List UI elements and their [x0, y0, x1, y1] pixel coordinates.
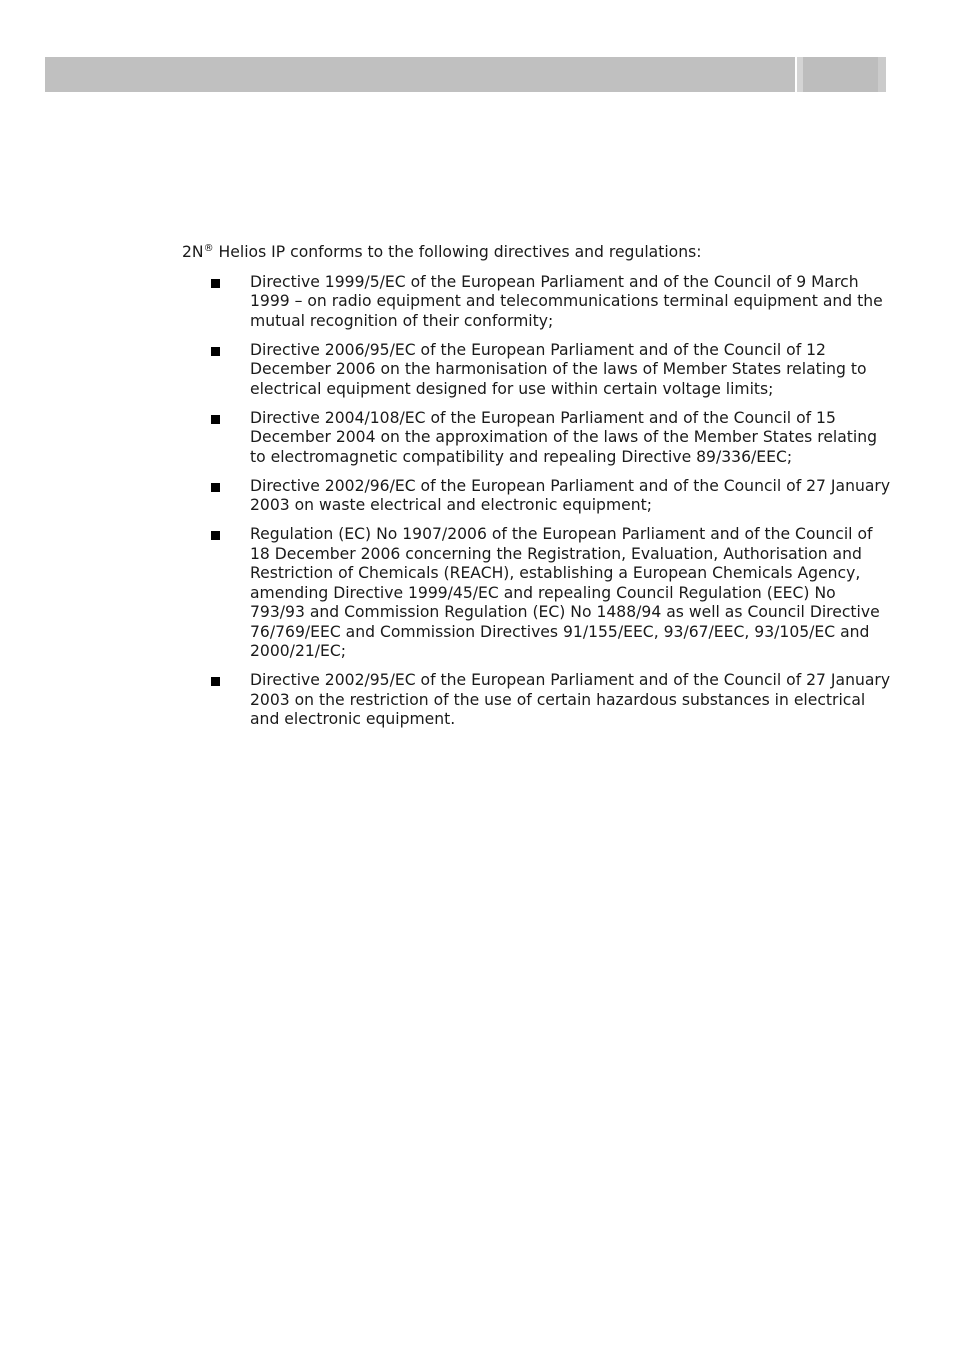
square-bullet-icon: [211, 415, 220, 424]
list-item: [182, 341, 892, 400]
list-item-text: Directive 1999/5/EC of the European Parliament and of the Council of 9 March 1999 – on radio equipment and telecommunications terminal equipment and the mutual recognition of their conformity;: [250, 272, 883, 330]
list-item-text: Regulation (EC) No 1907/2006 of the European Parliament and of the Council of 18 December 2006 concerning the Registration, Evaluation, Authorisation and Restriction of Chemicals (REACH), establishing a European Chemicals Agency, amending Directive 1999/45/EC and repealing Council Regulation (EEC) No 793/93 and Commission Regulation (EC) No 1488/94 as well as Council Directive 76/769/EEC and Commission Directives 91/155/EEC, 93/67/EEC, 93/105/EC and 2000/21/EC;: [250, 525, 880, 660]
intro-paragraph: [182, 243, 892, 263]
registered-mark: ®: [203, 243, 214, 254]
document-body: [182, 243, 892, 739]
product-name: 2N: [182, 243, 204, 261]
list-item: [182, 671, 892, 730]
page-header-tab: [803, 57, 878, 92]
list-item: [182, 525, 892, 662]
list-item-text: Directive 2002/96/EC of the European Parliament and of the Council of 27 January 2003 on waste electrical and electronic equipment;: [250, 476, 891, 514]
list-item: [182, 477, 892, 516]
square-bullet-icon: [211, 677, 220, 686]
square-bullet-icon: [211, 279, 220, 288]
list-item: [182, 273, 892, 332]
list-item-text: Directive 2006/95/EC of the European Parliament and of the Council of 12 December 2006 on the harmonisation of the laws of Member States relating to electrical equipment designed for use within certain voltage limits;: [250, 340, 867, 398]
page-header-tab-edge: [878, 57, 886, 92]
square-bullet-icon: [211, 531, 220, 540]
square-bullet-icon: [211, 483, 220, 492]
page-header-bar: [45, 57, 795, 92]
intro-text: Helios IP conforms to the following directives and regulations:: [213, 243, 702, 261]
square-bullet-icon: [211, 347, 220, 356]
list-item-text: Directive 2004/108/EC of the European Parliament and of the Council of 15 December 2004 on the approximation of the laws of the Member States relating to electromagnetic compatibility and repealing Directive 89/336/EEC;: [250, 408, 878, 466]
directive-list: [182, 273, 892, 730]
list-item-text: Directive 2002/95/EC of the European Parliament and of the Council of 27 January 2003 on the restriction of the use of certain hazardous substances in electrical and electronic equipment.: [250, 671, 891, 728]
list-item: [182, 409, 892, 468]
